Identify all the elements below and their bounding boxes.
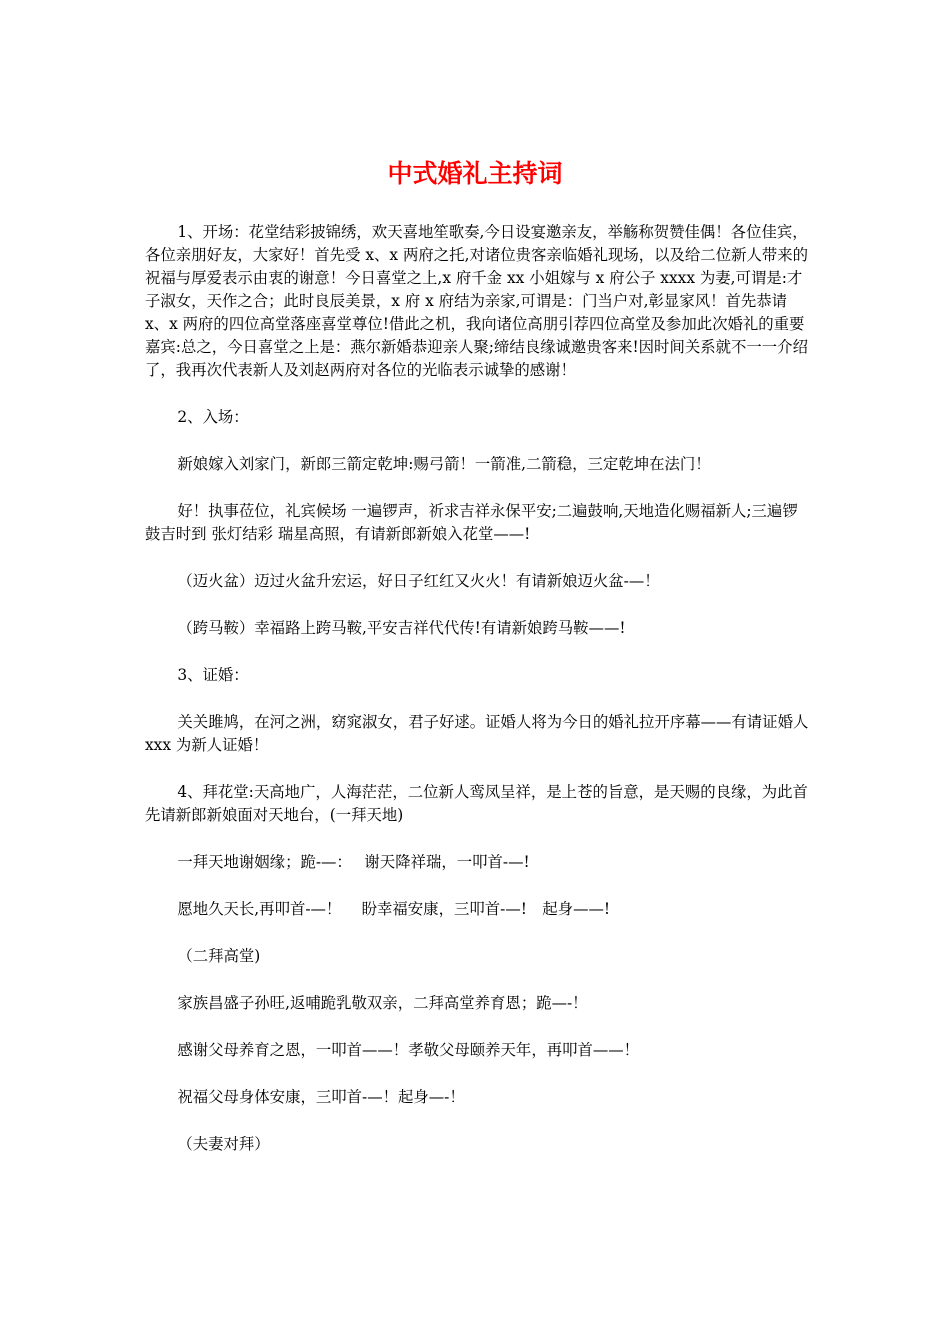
- paragraph-parents-bless: 祝福父母身体安康，三叩首-—！起身—-！: [177, 1088, 465, 1106]
- paragraph-witness: 关关雎鸠，在河之洲，窈窕淑女，君子好逑。证婚人将为今日的婚礼拉开序幕——有请证婚人 xxx 为新人证婚！: [145, 713, 809, 754]
- paragraph-parents-heading: （二拜高堂): [177, 947, 261, 965]
- paragraph-parents-thanks: 感谢父母养育之恩，一叩首——！孝敬父母颐养天年，再叩首——！: [177, 1041, 640, 1059]
- paragraph-parents-kneel: 家族昌盛子孙旺,返哺跪乳敬双亲，二拜高堂养育恩；跪—-！: [177, 994, 588, 1012]
- paragraph-couple-heading: （夫妻对拜）: [177, 1135, 270, 1153]
- paragraph-bow-earth: 愿地久天长,再叩首-—！ 盼幸福安康，三叩首-—! 起身——!: [177, 900, 611, 918]
- paragraph-witness-heading: 3、证婚：: [177, 666, 249, 684]
- paragraph-bow-heaven: 一拜天地谢姻缘；跪-—： 谢天降祥瑞，一叩首-—!: [177, 853, 530, 871]
- paragraph-saddle: （跨马鞍）幸福路上跨马鞍,平安吉祥代代传!有请新娘跨马鞍——!: [177, 619, 626, 637]
- paragraph-ceremony-start: 好！执事莅位，礼宾候场 一遍锣声，祈求吉祥永保平安;二遍鼓响,天地造化赐福新人;三遍锣鼓吉时到 张灯结彩 瑞星高照，有请新郎新娘入花堂——!: [145, 502, 798, 543]
- document-body: [145, 221, 811, 1180]
- paragraph-entrance-heading: 2、入场：: [177, 408, 249, 426]
- paragraph-opening: 1、开场：花堂结彩披锦绣，欢天喜地笙歌奏,今日设宴邀亲友，举觞称贺赞佳偶！各位佳宾，各位亲朋好友，大家好！首先受 x、x 两府之托,对诸位贵客亲临婚礼现场，以及给二位新人带来的祝福与厚爱表示由衷的谢意！今日喜堂之上,x 府千金 xx 小姐嫁与 x 府公子 xxxx 为妻,可谓是:才子淑女，天作之合；此时良辰美景，x 府 x 府结为亲家,可谓是：门当户对,彰显家风！首先恭请 x、x 两府的四位高堂落座喜堂尊位!借此之机，我向诸位高朋引荐四位高堂及参加此次婚礼的重要嘉宾:总之，今日喜堂之上是：燕尔新婚恭迎亲人聚;缔结良缘诚邀贵客来!因时间关系就不一一介绍了，我再次代表新人及刘赵两府对各位的光临表示诚挚的感谢！: [145, 223, 809, 379]
- page-title: 中式婚礼主持词: [387, 159, 563, 188]
- paragraph-arrows: 新娘嫁入刘家门，新郎三箭定乾坤:赐弓箭！一箭准,二箭稳，三定乾坤在法门！: [177, 455, 711, 473]
- paragraph-fire-basin: （迈火盆）迈过火盆升宏运，好日子红红又火火！有请新娘迈火盆-—！: [177, 572, 660, 590]
- paragraph-worship-heading: 4、拜花堂:天高地广，人海茫茫，二位新人鸾凤呈祥，是上苍的旨意，是天赐的良缘，为此首先请新郎新娘面对天地台，(一拜天地): [145, 783, 808, 824]
